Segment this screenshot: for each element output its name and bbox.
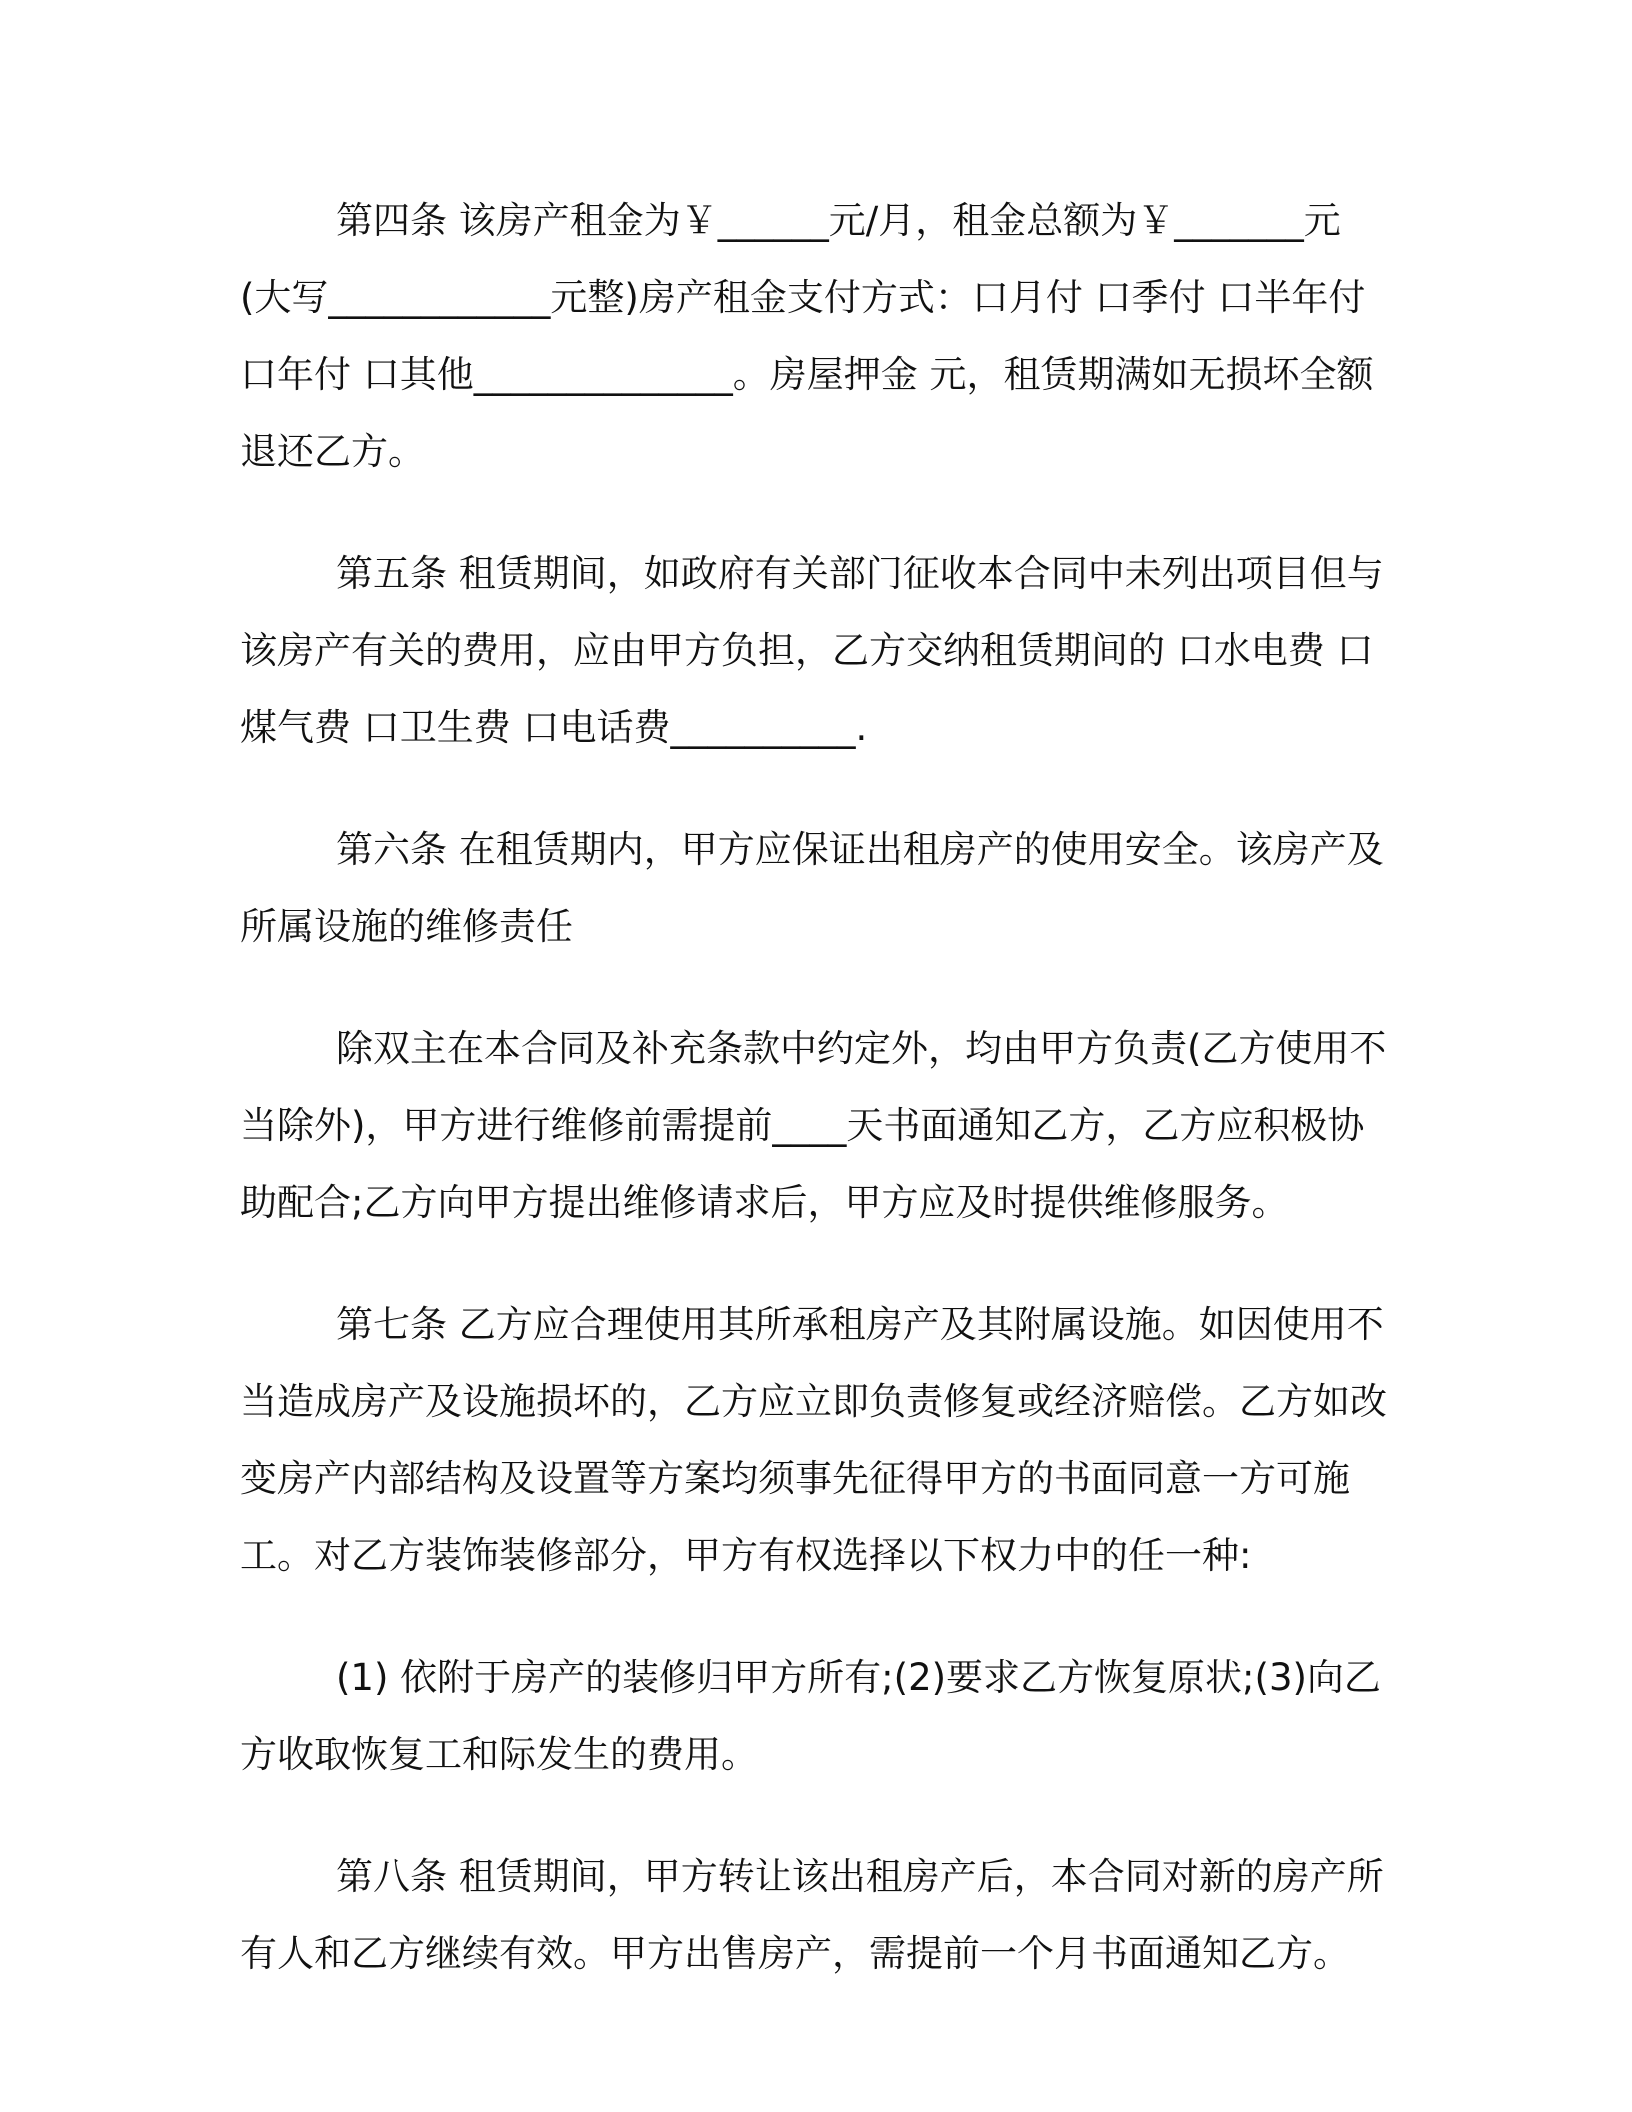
clause-4-rent: 第四条 该房产租金为￥______元/月，租金总额为￥_______元(大写____________元整)房产租金支付方式：口月付 口季付 口半年付 口年付 口其他______________。房屋押金 元，租赁期满如无损坏全额退还乙方。 (240, 199, 1374, 473)
clause-7-usage: 第七条 乙方应合理使用其所承租房产及其附属设施。如因使用不当造成房产及设施损坏的，乙方应立即负责修复或经济赔偿。乙方如改变房产内部结构及设置等方案均须事先征得甲方的书面同意一方可施工。对乙方装饰装修部分，甲方有权选择以下权力中的任一种: (240, 1303, 1387, 1577)
clause-6-maintenance: 第六条 在租赁期内，甲方应保证出租房产的使用安全。该房产及所属设施的维修责任 (240, 828, 1384, 948)
clause-8-transfer: 第八条 租赁期间，甲方转让该出租房产后，本合同对新的房产所有人和乙方继续有效。甲方出售房产，需提前一个月书面通知乙方。 (240, 1855, 1384, 1975)
document-body (240, 182, 1390, 2037)
clause-7-options: (1) 依附于房产的装修归甲方所有;(2)要求乙方恢复原状;(3)向乙方收取恢复工和际发生的费用。 (240, 1656, 1381, 1776)
clause-6-maintenance-continued: 除双主在本合同及补充条款中约定外，均由甲方负责(乙方使用不当除外)，甲方进行维修前需提前____天书面通知乙方，乙方应积极协助配合;乙方向甲方提出维修请求后，甲方应及时提供维修服务。 (240, 1027, 1387, 1224)
clause-5-fees: 第五条 租赁期间，如政府有关部门征收本合同中未列出项目但与该房产有关的费用，应由甲方负担，乙方交纳租赁期间的 口水电费 口煤气费 口卫生费 口电话费__________. (240, 552, 1384, 749)
